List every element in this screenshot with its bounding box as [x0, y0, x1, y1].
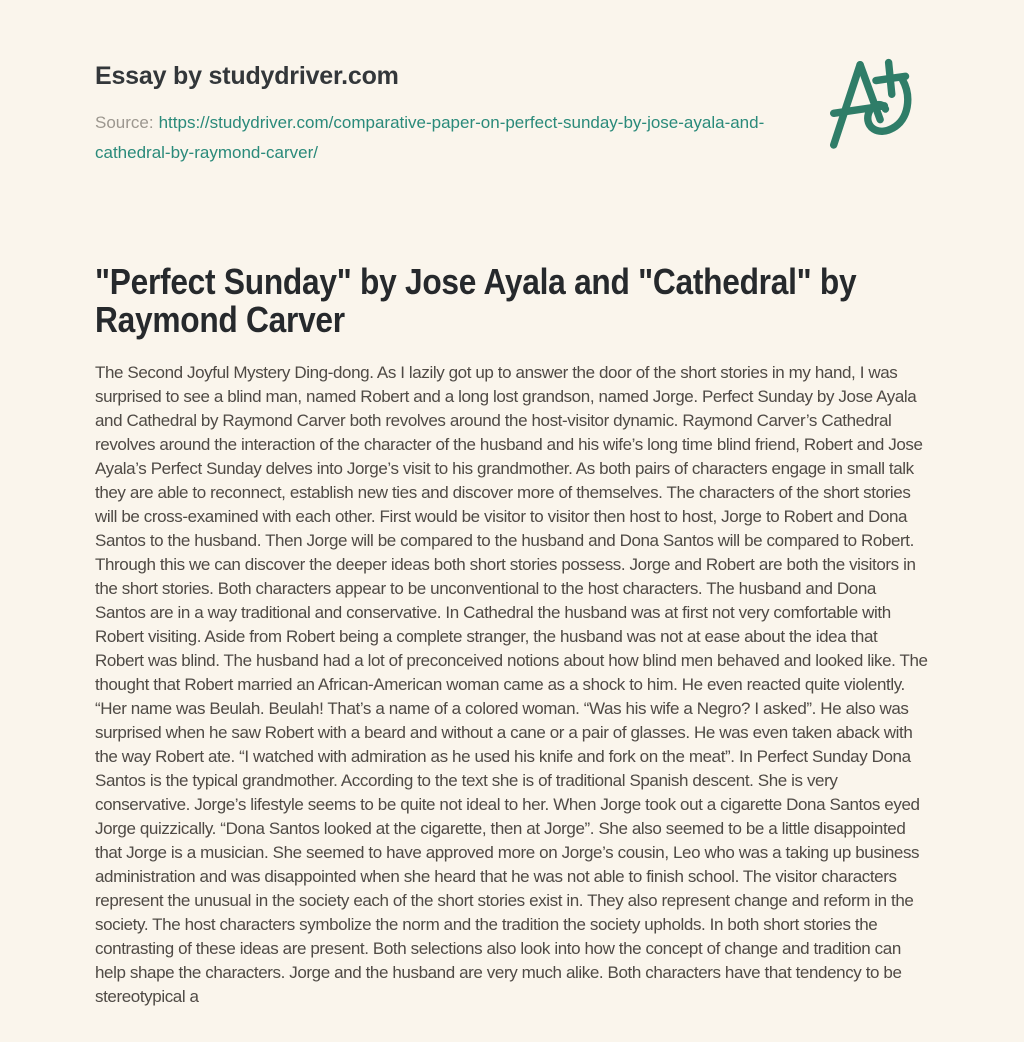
source-line: [95, 108, 767, 168]
source-label: Source:: [95, 113, 154, 132]
studydriver-logo: [824, 52, 930, 164]
essay-title: "Perfect Sunday" by Jose Ayala and "Cathedral" by Raymond Carver: [95, 261, 857, 340]
page-content: [95, 0, 928, 1009]
essay-body-text: The Second Joyful Mystery Ding-dong. As I lazily got up to answer the door of the short stories in my hand, I was surprised to see a blind man, named Robert and a long lost grandson, named Jorge. Perfect Sunday by Jose Ayala and Cathedral by Raymond Carver both revolves around the host-visitor dynamic. Raymond Carver’s Cathedral revolves around the interaction of the character of the husband and his wife’s long time blind friend, Robert and Jose Ayala’s Perfect Sunday delves into Jorge’s visit to his grandmother. As both pairs of characters engage in small talk they are able to reconnect, establish new ties and discover more of themselves. The characters of the short stories will be cross-examined with each other. First would be visitor to visitor then host to host, Jorge to Robert and Dona Santos to the husband. Then Jorge will be compared to the husband and Dona Santos will be compared to Robert. Through this we can discover the deeper ideas both short stories possess. Jorge and Robert are both the visitors in the short stories. Both characters appear to be unconventional to the host characters. The husband and Dona Santos are in a way traditional and conservative. In Cathedral the husband was at first not very comfortable with Robert visiting. Aside from Robert being a complete stranger, the husband was not at ease about the idea that Robert was blind. The husband had a lot of preconceived notions about how blind men behaved and looked like. The thought that Robert married an African-American woman came as a shock to him. He even reacted quite violently. “Her name was Beulah. Beulah! That’s a name of a colored woman. “Was his wife a Negro? I asked”. He also was surprised when he saw Robert with a beard and without a cane or a pair of glasses. He was even taken aback with the way Robert ate. “I watched with admiration as he used his knife and fork on the meat”. In Perfect Sunday Dona Santos is the typical grandmother. According to the text she is of traditional Spanish descent. She is very conservative. Jorge’s lifestyle seems to be quite not ideal to her. When Jorge took out a cigarette Dona Santos eyed Jorge quizzically. “Dona Santos looked at the cigarette, then at Jorge”. She also seemed to be a little disappointed that Jorge is a musician. She seemed to have approved more on Jorge’s cousin, Leo who was a taking up business administration and was disappointed when she heard that he was not able to finish school. The visitor characters represent the unusual in the society each of the short stories exist in. They also represent change and reform in the society. The host characters symbolize the norm and the tradition the society upholds. In both short stories the contrasting of these ideas are present. Both selections also look into how the concept of change and tradition can help shape the characters. Jorge and the husband are very much alike. Both characters have that tendency to be stereotypical a: [95, 363, 928, 1006]
logo-plus-horizontal: [876, 76, 906, 80]
source-link[interactable]: https://studydriver.com/comparative-paper-on-perfect-sunday-by-jose-ayala-and-cathedral-by-raymond-carver/: [95, 113, 765, 162]
logo-a-left-stroke: [834, 65, 860, 145]
page-title: Essay by studydriver.com: [95, 62, 399, 90]
a-plus-logo-icon: [824, 52, 930, 164]
